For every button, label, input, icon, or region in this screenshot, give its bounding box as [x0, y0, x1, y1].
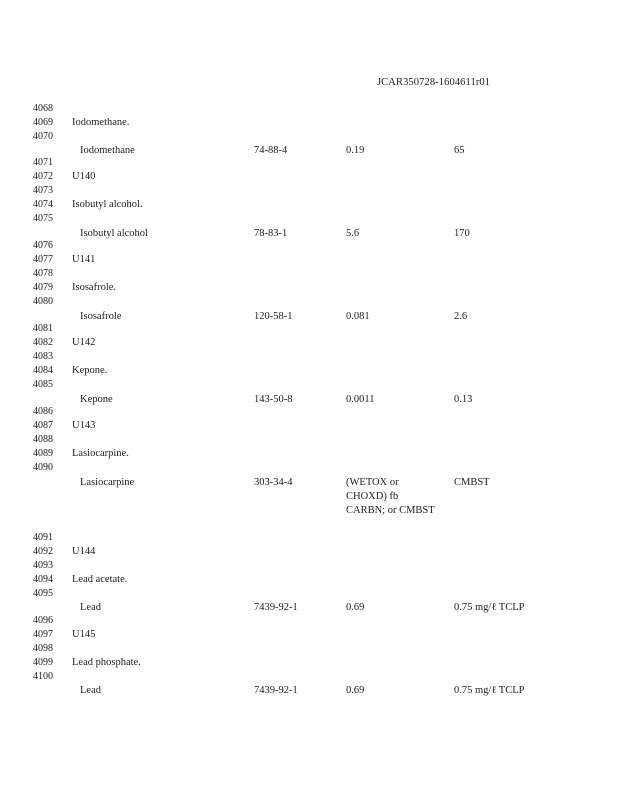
line-number: 4089 — [33, 448, 53, 459]
nonwastewater-standard: CMBST — [454, 477, 490, 488]
line-text: U145 — [72, 629, 96, 640]
line-number: 4097 — [33, 629, 53, 640]
line-number: 4095 — [33, 588, 53, 599]
line-number: 4090 — [33, 462, 53, 473]
line-number: 4083 — [33, 351, 53, 362]
line-number: 4081 — [33, 323, 53, 334]
line-text: Isosafrole. — [72, 282, 117, 293]
line-number: 4094 — [33, 574, 53, 585]
line-number: 4086 — [33, 406, 53, 417]
constituent-name: Isobutyl alcohol — [80, 228, 148, 239]
line-number: 4072 — [33, 171, 53, 182]
line-number: 4069 — [33, 117, 53, 128]
line-number: 4084 — [33, 365, 53, 376]
wastewater-standard: 0.081 — [346, 311, 370, 322]
constituent-name: Lead — [80, 685, 101, 696]
cas-number: 143-50-8 — [254, 394, 293, 405]
nonwastewater-standard: 0.13 — [454, 394, 473, 405]
line-number: 4074 — [33, 199, 53, 210]
line-text: U143 — [72, 420, 96, 431]
constituent-name: Lasiocarpine — [80, 477, 135, 488]
line-number: 4096 — [33, 615, 53, 626]
line-number: 4099 — [33, 657, 53, 668]
line-number: 4091 — [33, 532, 53, 543]
nonwastewater-standard: 0.75 mg/ℓ TCLP — [454, 685, 525, 696]
wastewater-standard: 5.6 — [346, 228, 360, 239]
line-text: U140 — [72, 171, 96, 182]
wastewater-standard: 0.69 — [346, 602, 365, 613]
line-number: 4077 — [33, 254, 53, 265]
line-text: U142 — [72, 337, 96, 348]
line-number: 4070 — [33, 131, 53, 142]
line-text: U141 — [72, 254, 96, 265]
wastewater-standard: 0.19 — [346, 145, 365, 156]
cas-number: 303-34-4 — [254, 477, 293, 488]
wastewater-standard: 0.69 — [346, 685, 365, 696]
wastewater-standard: (WETOX or CHOXD) fb CARBN; or CMBST — [346, 477, 435, 516]
line-text: Isobutyl alcohol. — [72, 199, 143, 210]
document-id: JCAR350728-1604611r01 — [377, 77, 491, 88]
cas-number: 74-88-4 — [254, 145, 288, 156]
line-text: U144 — [72, 546, 96, 557]
line-text: Kepone. — [72, 365, 108, 376]
line-text: Iodomethane. — [72, 117, 130, 128]
constituent-name: Isosafrole — [80, 311, 122, 322]
line-number: 4073 — [33, 185, 53, 196]
line-text: Lead acetate. — [72, 574, 128, 585]
line-number: 4068 — [33, 103, 53, 114]
cas-number: 7439-92-1 — [254, 685, 298, 696]
line-number: 4079 — [33, 282, 53, 293]
cas-number: 78-83-1 — [254, 228, 288, 239]
wastewater-standard: 0.0011 — [346, 394, 375, 405]
line-number: 4078 — [33, 268, 53, 279]
constituent-name: Iodomethane — [80, 145, 135, 156]
line-number: 4071 — [33, 157, 53, 168]
line-number: 4088 — [33, 434, 53, 445]
line-text: Lasiocarpine. — [72, 448, 129, 459]
line-number: 4093 — [33, 560, 53, 571]
nonwastewater-standard: 65 — [454, 145, 465, 156]
cas-number: 120-58-1 — [254, 311, 293, 322]
line-number: 4085 — [33, 379, 53, 390]
line-number: 4092 — [33, 546, 53, 557]
line-number: 4087 — [33, 420, 53, 431]
line-number: 4082 — [33, 337, 53, 348]
line-number: 4076 — [33, 240, 53, 251]
line-number: 4075 — [33, 213, 53, 224]
nonwastewater-standard: 0.75 mg/ℓ TCLP — [454, 602, 525, 613]
constituent-name: Kepone — [80, 394, 113, 405]
nonwastewater-standard: 170 — [454, 228, 470, 239]
nonwastewater-standard: 2.6 — [454, 311, 468, 322]
line-number: 4098 — [33, 643, 53, 654]
line-number: 4080 — [33, 296, 53, 307]
line-text: Lead phosphate. — [72, 657, 141, 668]
cas-number: 7439-92-1 — [254, 602, 298, 613]
line-number: 4100 — [33, 671, 53, 682]
constituent-name: Lead — [80, 602, 101, 613]
